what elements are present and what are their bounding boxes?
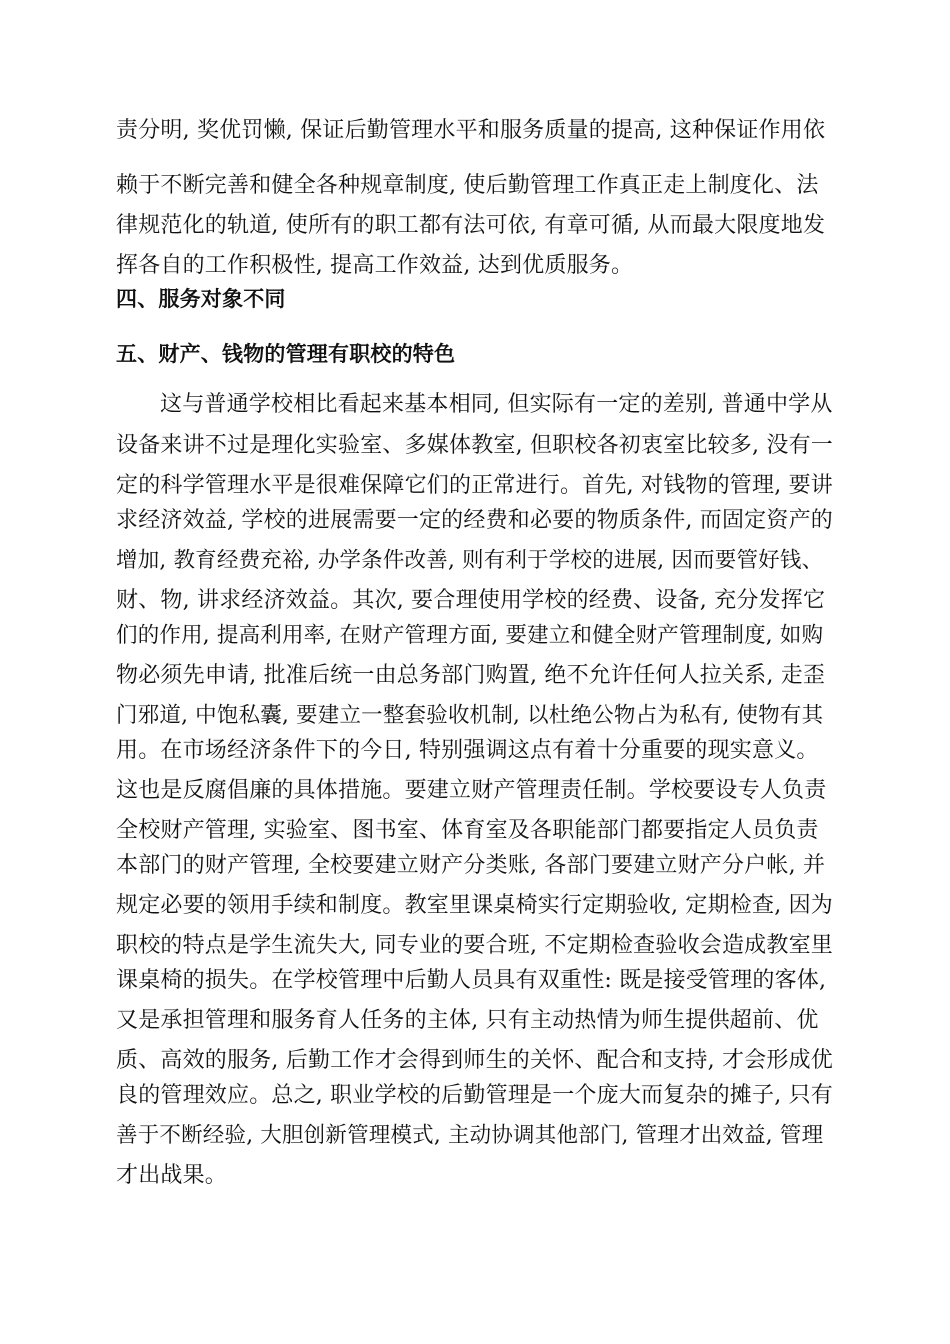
paragraph-line: 律规范化的轨道, 使所有的职工都有法可依, 有章可循, 从而最大限度地发 (116, 213, 826, 238)
paragraph-line: 责分明, 奖优罚懒, 保证后勤管理水平和服务质量的提高, 这种保证作用依 (116, 118, 826, 143)
paragraph-line: 物必须先申请, 批准后统一由总务部门购置, 绝不允许任何人拉关系, 走歪 (116, 663, 826, 688)
section-heading-5: 五、财产、钱物的管理有职校的特色 (116, 342, 456, 366)
paragraph-line: 赖于不断完善和健全各种规章制度, 使后勤管理工作真正走上制度化、法 (116, 173, 819, 198)
paragraph-line: 设备来讲不过是理化实验室、多媒体教室, 但职校各初衷室比较多, 没有一 (116, 433, 833, 458)
paragraph-line: 质、高效的服务, 后勤工作才会得到师生的关怀、配合和支持, 才会形成优 (116, 1048, 833, 1073)
paragraph-line: 又是承担管理和服务育人任务的主体, 只有主动热情为师生提供超前、优 (116, 1008, 819, 1033)
paragraph-line: 善于不断经验, 大胆创新管理模式, 主动协调其他部门, 管理才出效益, 管理 (116, 1123, 824, 1148)
paragraph-line: 这也是反腐倡廉的具体措施。要建立财产管理责任制。学校要设专人负责 (116, 778, 827, 803)
paragraph-line: 课桌椅的损失。在学校管理中后勤人员具有双重性: 既是接受管理的客体, (116, 968, 827, 993)
paragraph-line: 门邪道, 中饱私囊, 要建立一整套验收机制, 以杜绝公物占为私有, 使物有其 (116, 703, 824, 728)
paragraph-line: 们的作用, 提高利用率, 在财产管理方面, 要建立和健全财产管理制度, 如购 (116, 623, 824, 648)
paragraph-line: 用。在市场经济条件下的今日, 特别强调这点有着十分重要的现实意义。 (116, 738, 819, 763)
paragraph-line: 本部门的财产管理, 全校要建立财产分类账, 各部门要建立财产分户帐, 并 (116, 853, 826, 878)
paragraph-line: 规定必要的领用手续和制度。教室里课桌椅实行定期验收, 定期检查, 因为 (116, 893, 833, 918)
paragraph-line: 职校的特点是学生流失大, 同专业的要合班, 不定期检查验收会造成教室里 (116, 933, 833, 958)
paragraph-line: 才出战果。 (116, 1163, 228, 1188)
paragraph-line: 求经济效益, 学校的进展需要一定的经费和必要的物质条件, 而固定资产的 (116, 508, 833, 533)
paragraph-line: 良的管理效应。总之, 职业学校的后勤管理是一个庞大而复杂的摊子, 只有 (116, 1083, 833, 1108)
paragraph-line: 定的科学管理水平是很难保障它们的正常进行。首先, 对钱物的管理, 要讲 (116, 473, 833, 498)
paragraph-line: 全校财产管理, 实验室、图书室、体育室及各职能部门都要指定人员负责 (116, 818, 819, 843)
paragraph-line: 这与普通学校相比看起来基本相同, 但实际有一定的差别, 普通中学从 (160, 392, 833, 417)
paragraph-line: 财、物, 讲求经济效益。其次, 要合理使用学校的经费、设备, 充分发挥它 (116, 588, 826, 613)
section-heading-4: 四、服务对象不同 (116, 287, 286, 311)
paragraph-line: 增加, 教育经费充裕, 办学条件改善, 则有利于学校的进展, 因而要管好钱、 (116, 548, 824, 573)
paragraph-line: 挥各自的工作积极性, 提高工作效益, 达到优质服务。 (116, 253, 634, 278)
